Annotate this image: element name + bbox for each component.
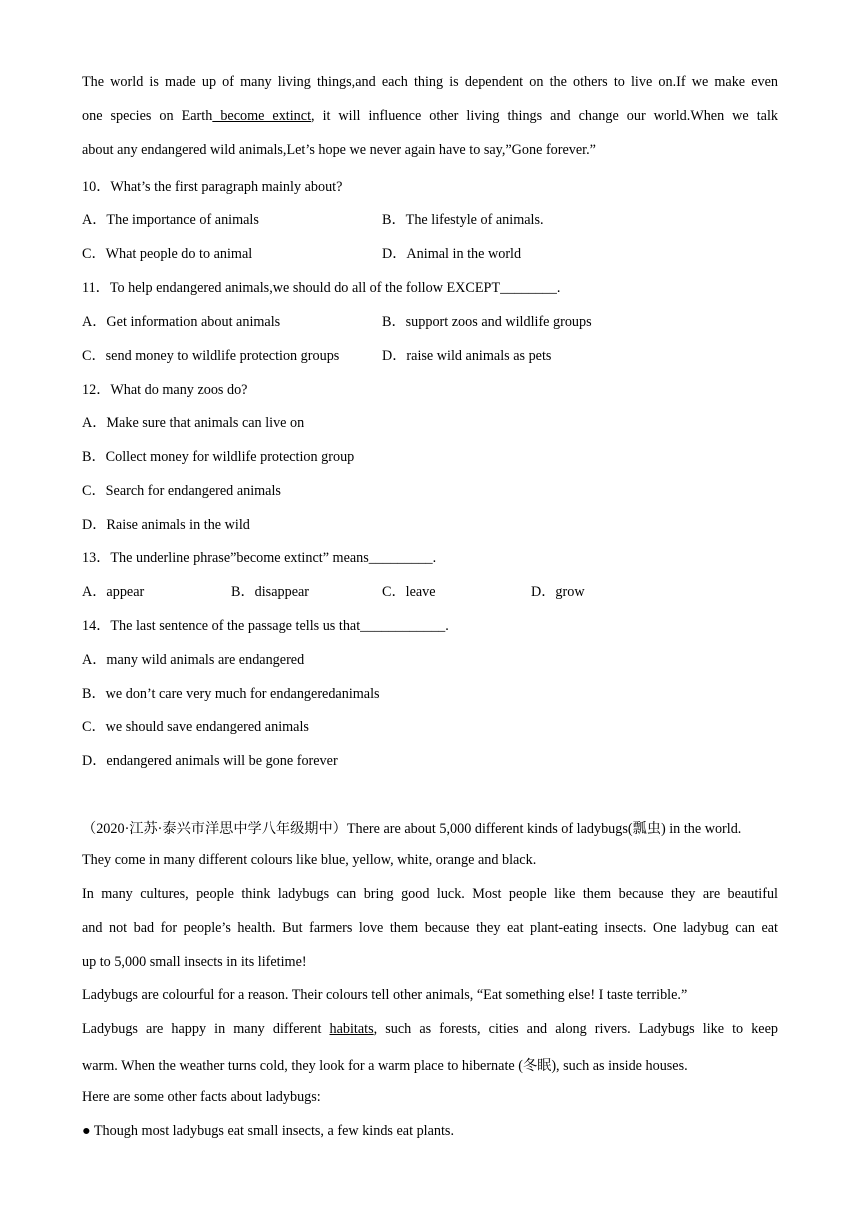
passage1-line-3: about any endangered wild animals,Let’s hope we never again have to say,”Gone forever.” xyxy=(82,142,596,158)
question-12-option-a: A．Make sure that animals can live on xyxy=(82,415,305,431)
passage2-line-7: Ladybugs are happy in many different habitats, such as forests, cities and along rivers. Ladybugs like to keep xyxy=(82,1021,778,1037)
question-14-option-d: D．endangered animals will be gone forever xyxy=(82,753,338,769)
passage1-line-1: The world is made up of many living things,and each thing is dependent on the others to live on.If we make even xyxy=(82,74,778,90)
question-14-option-a: A．many wild animals are endangered xyxy=(82,652,305,668)
passage2-line-3: In many cultures, people think ladybugs can bring good luck. Most people like them because they are beautiful xyxy=(82,886,778,902)
passage2-line-4: and not bad for people’s health. But farmers love them because they eat plant-eating insects. One ladybug can eat xyxy=(82,920,778,936)
question-14-option-b: B．we don’t care very much for endangeredanimals xyxy=(82,686,380,702)
question-11-option-c: C．send money to wildlife protection groups xyxy=(82,348,340,364)
question-11-option-b: B．support zoos and wildlife groups xyxy=(382,314,592,330)
passage2-line-2: They come in many different colours like blue, yellow, white, orange and black. xyxy=(82,852,537,868)
question-12-option-b: B．Collect money for wildlife protection group xyxy=(82,449,355,465)
question-10-option-d: D．Animal in the world xyxy=(382,246,522,262)
question-12-option-c: C．Search for endangered animals xyxy=(82,483,281,499)
question-10-option-a: A．The importance of animals xyxy=(82,212,259,228)
question-11-option-d: D．raise wild animals as pets xyxy=(382,348,552,364)
question-11-stem: 11．To help endangered animals,we should do all of the follow EXCEPT________. xyxy=(82,280,561,296)
underlined-phrase-become-extinct: become extinct xyxy=(212,108,312,124)
passage2-line-8: warm. When the weather turns cold, they look for a warm place to hibernate (冬眠), such as inside houses. xyxy=(82,1058,688,1074)
question-14-stem: 14．The last sentence of the passage tells us that____________. xyxy=(82,618,449,634)
question-14-option-c: C．we should save endangered animals xyxy=(82,719,309,735)
question-11-option-a: A．Get information about animals xyxy=(82,314,281,330)
question-10-option-c: C．What people do to animal xyxy=(82,246,253,262)
passage2-line-1: （2020·江苏·泰兴市洋思中学八年级期中）There are about 5,000 different kinds of ladybugs(瓢虫) in the world. xyxy=(82,821,742,837)
passage2-line-5: up to 5,000 small insects in its lifetime! xyxy=(82,954,307,970)
question-13-option-c: C．leave xyxy=(382,584,436,600)
question-13-option-a: A．appear xyxy=(82,584,145,600)
question-13-stem: 13．The underline phrase”become extinct” means_________. xyxy=(82,550,437,566)
passage2-line-6: Ladybugs are colourful for a reason. Their colours tell other animals, “Eat something else! I taste terrible.” xyxy=(82,987,688,1003)
question-10-stem: 10．What’s the first paragraph mainly about? xyxy=(82,179,343,195)
passage2-line-9: Here are some other facts about ladybugs: xyxy=(82,1089,321,1105)
passage2-bullet-1: ● Though most ladybugs eat small insects, a few kinds eat plants. xyxy=(82,1123,454,1139)
question-10-option-b: B．The lifestyle of animals. xyxy=(382,212,544,228)
underlined-word-habitats: habitats xyxy=(329,1021,374,1037)
question-13-option-b: B．disappear xyxy=(231,584,310,600)
passage1-line-2: one species on Earth become extinct, it will influence other living things and change our world.When we talk xyxy=(82,108,778,124)
question-13-option-d: D．grow xyxy=(531,584,585,600)
question-12-option-d: D．Raise animals in the wild xyxy=(82,517,250,533)
question-12-stem: 12．What do many zoos do? xyxy=(82,382,248,398)
